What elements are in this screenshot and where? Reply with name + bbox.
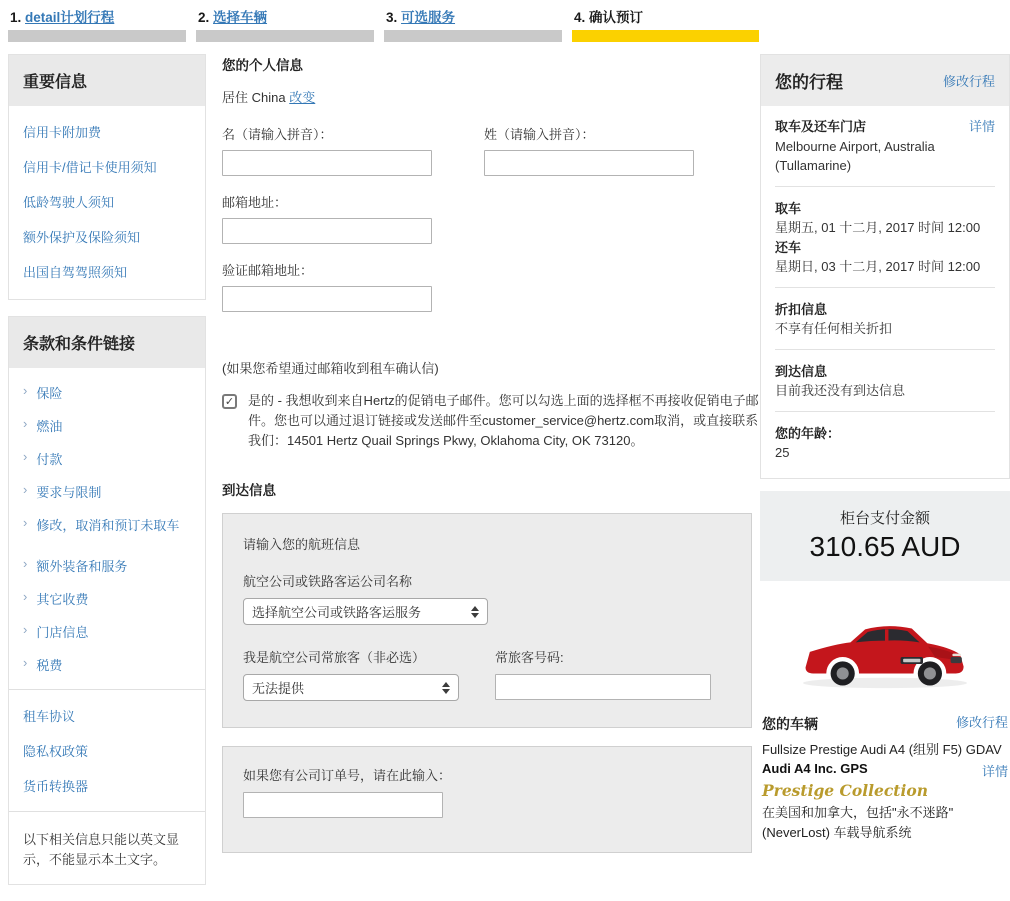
step-3-progress-bar [384, 30, 562, 42]
step-3-link[interactable]: 可选服务 [401, 10, 456, 25]
age-label: 您的年龄： [775, 425, 841, 441]
red-sedan-illustration [790, 603, 980, 699]
trip-location-line2: (Tullamarine) [775, 158, 852, 173]
booking-steps [0, 0, 1010, 42]
vehicle-name: Fullsize Prestige Audi A4 (组别 F5) GDAV [762, 741, 1002, 757]
trip-age-row [775, 415, 995, 470]
step-3-label [384, 4, 562, 30]
step-2-vehicle[interactable] [196, 4, 374, 42]
sidebar-divider [9, 689, 205, 690]
chevron-right-icon: › [23, 556, 28, 571]
trip-location-line1: Melbourne Airport, Australia [775, 138, 935, 154]
promo-email-checkbox[interactable]: ✓ [222, 394, 237, 409]
link-privacy-policy[interactable]: 隐私权政策 [23, 744, 89, 759]
step-1-progress-bar [8, 30, 186, 42]
trip-divider [775, 186, 995, 187]
vehicle-image [762, 595, 1008, 706]
link-credit-debit-card-notice[interactable]: 信用卡/借记卡使用须知 [23, 160, 157, 175]
step-4-number: 4. [574, 10, 586, 25]
personal-info-form [206, 54, 759, 853]
vehicle-card [760, 593, 1010, 846]
step-2-number: 2. [198, 10, 210, 25]
age-value: 25 [775, 445, 790, 460]
vehicle-model: Audi A4 Inc. GPS [762, 761, 868, 776]
change-residence-link[interactable]: 改变 [289, 90, 316, 105]
residence-row [222, 87, 730, 106]
term-link-modify-cancel[interactable]: › 修改，取消和预订未取车 [23, 515, 180, 533]
corporate-order-box [222, 746, 752, 853]
step-4-progress-bar [572, 30, 759, 42]
term-link-requirements[interactable]: › 要求与限制 [23, 482, 102, 500]
term-link-payment[interactable]: › 付款 [23, 449, 63, 467]
term-link-location-info[interactable]: › 门店信息 [23, 622, 89, 640]
select-spinner-icon [471, 606, 479, 618]
frequent-flyer-select-value: 无法提供 [252, 681, 305, 697]
step-4-text: 确认预订 [589, 10, 644, 25]
modify-vehicle-link[interactable]: 修改行程 [955, 714, 1008, 730]
flight-info-box [222, 513, 752, 728]
chevron-right-icon: › [23, 383, 28, 398]
term-link-insurance[interactable]: › 保险 [23, 383, 63, 401]
airline-label: 航空公司或铁路客运公司名称 [243, 574, 413, 590]
frequent-flyer-number-label: 常旅客号码: [495, 650, 564, 666]
link-credit-card-surcharge[interactable]: 信用卡附加费 [23, 125, 102, 140]
sidebar-divider [9, 811, 205, 812]
trip-location-row [775, 108, 995, 183]
chevron-right-icon: › [23, 482, 28, 497]
chevron-right-icon: › [23, 449, 28, 464]
discount-label: 折扣信息 [775, 301, 828, 317]
trip-arrival-row [775, 353, 995, 408]
term-link-extra-equipment[interactable]: › 额外装备和服务 [23, 556, 128, 574]
pickup-value: 星期五, 01 十二月, 2017 时间 12:00 [775, 220, 981, 235]
step-1-link[interactable]: detail计划行程 [25, 10, 115, 25]
trip-discount-row [775, 291, 995, 346]
payment-amount: 310.65 AUD [809, 530, 961, 562]
chevron-right-icon: › [23, 416, 28, 431]
trip-title: 您的行程 [775, 73, 843, 92]
neverlost-note: 在美国和加拿大，包括"永不迷路" (NeverLost) 车载导航系统 [762, 805, 954, 841]
terms-card [8, 316, 206, 885]
frequent-flyer-select[interactable] [243, 674, 459, 701]
first-name-label: 名（请输入拼音）： [222, 127, 333, 142]
corporate-order-input[interactable] [243, 792, 443, 818]
step-1-number: 1. [10, 10, 22, 25]
verify-email-input[interactable] [222, 286, 432, 312]
step-3-number: 3. [386, 10, 398, 25]
step-4-confirm [572, 4, 759, 42]
vehicle-details-link[interactable]: 详情 [981, 764, 1008, 779]
return-label: 还车 [775, 239, 802, 255]
trip-divider [775, 411, 995, 412]
left-sidebar [8, 54, 206, 901]
link-protection-insurance-notice[interactable]: 额外保护及保险须知 [23, 230, 141, 245]
trip-card [760, 54, 1010, 479]
counter-payment-box [760, 491, 1010, 581]
itinerary-sidebar [760, 54, 1010, 845]
email-label: 邮箱地址： [222, 195, 288, 210]
trip-divider [775, 287, 995, 288]
verify-email-label: 验证邮箱地址： [222, 263, 314, 278]
modify-trip-link[interactable]: 修改行程 [942, 74, 995, 89]
personal-info-title: 您的个人信息 [222, 58, 303, 73]
chevron-right-icon: › [23, 515, 28, 530]
last-name-label: 姓（请输入拼音）： [484, 127, 595, 142]
trip-divider [775, 349, 995, 350]
step-3-options[interactable] [384, 4, 562, 42]
term-link-taxes[interactable]: › 税费 [23, 655, 63, 673]
link-currency-converter[interactable]: 货币转换器 [23, 779, 89, 794]
flight-info-box-title: 请输入您的航班信息 [243, 537, 361, 553]
english-only-note: 以下相关信息只能以英文显示，不能显示本土文字。 [23, 832, 180, 868]
step-1-label [8, 4, 186, 30]
frequent-flyer-label: 我是航空公司常旅客（非必选） [243, 650, 426, 666]
important-info-card [8, 54, 206, 300]
arrival-value: 目前我还没有到达信息 [775, 383, 906, 398]
arrival-label: 到达信息 [775, 363, 828, 379]
prestige-collection-badge: Prestige Collection [762, 781, 928, 800]
residence-label: 居住 [222, 90, 249, 105]
vehicle-title: 您的车辆 [762, 715, 818, 732]
email-input[interactable] [222, 218, 432, 244]
airline-select[interactable] [243, 598, 488, 625]
promo-email-text: 是的 - 我想收到来自Hertz的促销电子邮件。您可以勾选上面的选择框不再接收促销电子邮件。您也可以通过退订链接或发送邮件至customer_service@hertz.com取消，或直接联系我们：14501 Hertz Quail Springs Pkwy, Oklahoma City, OK 73120。 [248, 393, 759, 449]
arrival-info-title: 到达信息 [222, 483, 276, 499]
discount-value: 不享有任何相关折扣 [775, 321, 893, 336]
frequent-flyer-number-input[interactable] [495, 674, 711, 700]
chevron-right-icon: › [23, 589, 28, 604]
link-overseas-license-notice[interactable]: 出国自驾驾照须知 [23, 265, 128, 280]
chevron-right-icon: › [23, 655, 28, 670]
term-link-other-charges[interactable]: › 其它收费 [23, 589, 89, 607]
step-4-label [572, 4, 759, 30]
trip-pickup-row [775, 190, 995, 284]
airline-select-value: 选择航空公司或铁路客运服务 [252, 605, 422, 621]
link-young-driver-notice[interactable]: 低龄驾驶人须知 [23, 195, 115, 210]
link-rental-agreement[interactable]: 租车协议 [23, 709, 76, 724]
first-name-input[interactable] [222, 150, 432, 176]
step-2-progress-bar [196, 30, 374, 42]
select-spinner-icon [442, 682, 450, 694]
location-details-link[interactable]: 详情 [968, 119, 995, 134]
term-link-fuel[interactable]: › 燃油 [23, 416, 63, 434]
pickup-label: 取车 [775, 200, 802, 216]
email-confirmation-note: (如果您希望通过邮箱收到租车确认信) [222, 361, 439, 376]
chevron-right-icon: › [23, 622, 28, 637]
step-2-link[interactable]: 选择车辆 [213, 10, 268, 25]
payment-label: 柜台支付金额 [839, 509, 930, 527]
terms-title: 条款和条件链接 [9, 317, 205, 368]
return-value: 星期日, 03 十二月, 2017 时间 12:00 [775, 259, 981, 274]
important-info-title: 重要信息 [9, 55, 205, 106]
residence-value: China [251, 90, 286, 105]
corporate-order-label: 如果您有公司订单号，请在此输入： [243, 768, 452, 784]
step-1-plan[interactable] [8, 4, 186, 42]
trip-location-label: 取车及还车门店 [775, 119, 867, 134]
last-name-input[interactable] [484, 150, 694, 176]
step-2-label [196, 4, 374, 30]
